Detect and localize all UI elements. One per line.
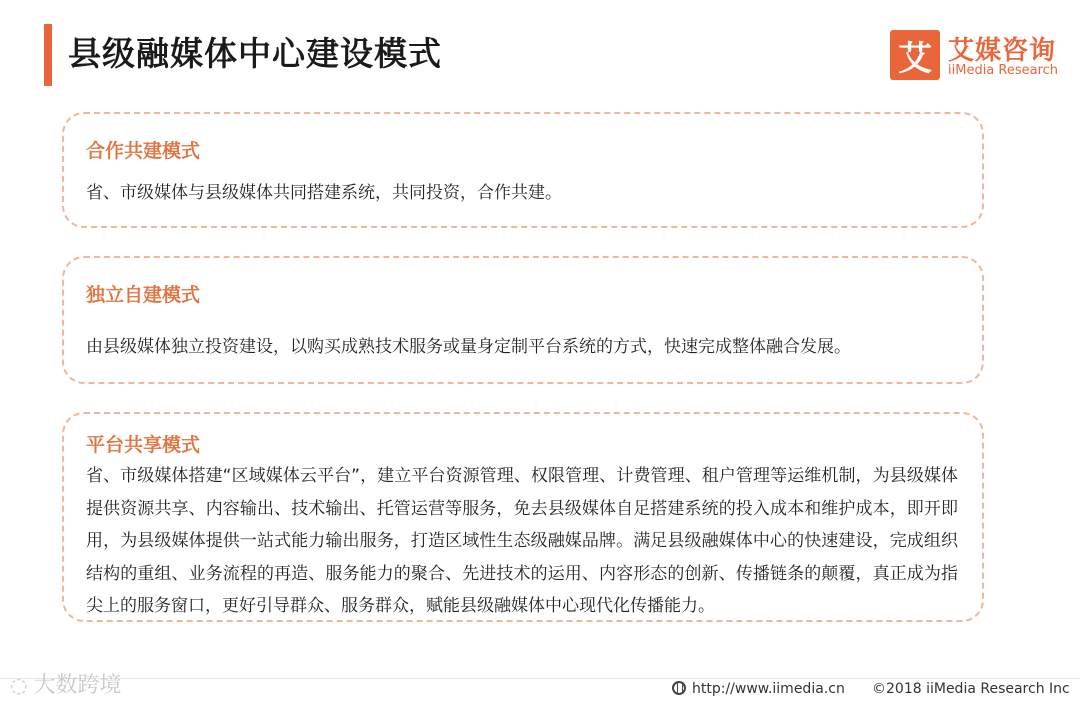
mode-card-independent [62, 256, 984, 384]
iimedia-logo-icon: 艾 [890, 30, 940, 80]
mode-card-cooperative [62, 112, 984, 228]
footer-url-text: http://www.iimedia.cn [692, 681, 845, 697]
mode-card-platform-sharing [62, 412, 984, 622]
watermark-text: 大数跨境 [33, 673, 122, 698]
footer-copyright: ©2018 iiMedia Research Inc [872, 681, 1070, 697]
brand-name-en: iiMedia Research [948, 63, 1059, 78]
footer-website-link[interactable] [672, 681, 845, 697]
card-heading: 独立自建模式 [86, 284, 201, 306]
brand-logo [890, 30, 1060, 82]
card-body: 省、市级媒体与县级媒体共同搭建系统，共同投资，合作共建。 [86, 183, 562, 203]
card-body: 省、市级媒体搭建“区域媒体云平台”，建立平台资源管理、权限管理、计费管理、租户管理等运维机制，为县级媒体提供资源共享、内容输出、技术输出、托管运营等服务，免去县级媒体自足搭建系统的投入成本和维护成本，即开即用，为县级媒体提供一站式能力输出服务，打造区域性生态级融媒品牌。满足县级融媒体中心的快速建设，完成组织结构的重组、业务流程的再造、服务能力的聚合、先进技术的运用、内容形态的创新、传播链条的颠覆，真正成为指尖上的服务窗口，更好引导群众、服务群众，赋能县级融媒体中心现代化传播能力。 [86, 466, 958, 616]
watermark [10, 668, 121, 699]
footer-divider [0, 678, 1080, 679]
wechat-channel-icon: ◌ [10, 673, 28, 697]
page-title: 县级融媒体中心建设模式 [68, 34, 442, 73]
brand-name-cn: 艾媒咨询 [948, 36, 1057, 66]
card-heading: 平台共享模式 [86, 434, 201, 456]
globe-icon [672, 681, 686, 695]
card-heading: 合作共建模式 [86, 140, 201, 162]
card-body: 由县级媒体独立投资建设，以购买成熟技术服务或量身定制平台系统的方式，快速完成整体融合发展。 [86, 337, 851, 357]
title-accent-bar [44, 24, 52, 86]
